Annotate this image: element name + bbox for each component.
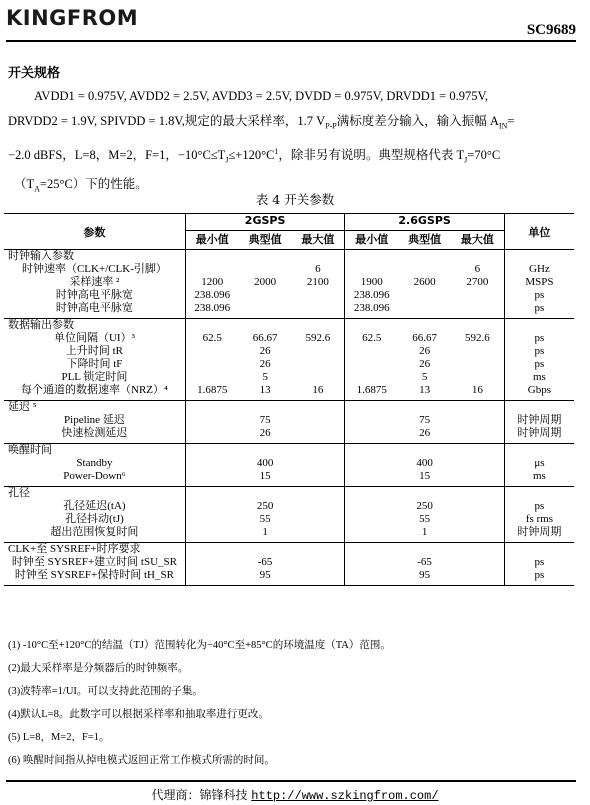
intro-line-1: AVDD1 = 0.975V, AVDD2 = 2.5V, AVDD3 = 2.5V, DVDD = 0.975V, DRVDD1 = 0.975V,	[34, 89, 488, 103]
value-cell-b2	[398, 250, 451, 319]
table-value	[345, 500, 398, 513]
intro-line-4: $(T_A=25^\circ C)$下的性能。	[14, 177, 148, 194]
table-value	[345, 345, 398, 358]
header-typ: 典型值	[408, 233, 442, 246]
unit-value: GHz	[529, 263, 550, 275]
table-value: 66.67	[252, 332, 278, 344]
table-value: 5	[262, 371, 268, 383]
group-param-cell	[4, 250, 185, 319]
param-label: 时钟高电平脉宽	[55, 289, 133, 301]
value-cell-a3	[292, 250, 345, 319]
value-cell-b1	[345, 444, 398, 487]
unit-value: ps	[534, 500, 545, 512]
param-label: 单位间隔（UI）³	[53, 332, 135, 344]
param-label: 时钟至 SYSREF+建立时间 tSU_SR	[11, 556, 177, 568]
header-typ: 典型值	[248, 233, 282, 246]
footer-label: 代理商：锦锋科技	[151, 788, 248, 802]
table-value: 95	[419, 569, 431, 581]
table-value	[345, 427, 398, 440]
value-cell-a1	[185, 444, 238, 487]
value-cell-b1	[345, 319, 398, 401]
table-value	[292, 427, 345, 440]
table-value	[345, 263, 398, 276]
unit-value: ps	[534, 302, 545, 314]
intro-line-2: DRVDD2 = 1.9V, SPIVDD = 1.8V,规定的最大采样率，1.7 $V_{P-P}$满标度差分输入，输入振幅 $A_{IN}=$	[8, 114, 515, 131]
unit-value: 时钟周期	[517, 414, 562, 426]
value-cell-a1	[185, 401, 238, 444]
group-param-cell	[4, 543, 185, 586]
unit-value: 时钟周期	[517, 427, 562, 439]
unit-value: ms	[532, 470, 546, 482]
table-value: 75	[419, 414, 431, 426]
table-value	[451, 513, 504, 526]
value-cell-b2	[398, 487, 451, 543]
table-value	[451, 427, 504, 440]
table-value	[186, 513, 239, 526]
table-value: 592.6	[305, 332, 331, 344]
table-value	[292, 302, 345, 315]
table-value	[451, 345, 504, 358]
header-26gsps: 2.6GSPS	[345, 214, 504, 231]
param-label: 每个通道的数据速率（NRZ）⁴	[21, 384, 168, 396]
unit-value: ms	[532, 371, 546, 383]
group-param-cell	[4, 401, 185, 444]
param-label: 时钟至 SYSREF+保持时间 tH_SR	[14, 569, 174, 581]
param-label: 采样速率 ²	[69, 276, 120, 288]
table-value: 1200	[201, 276, 224, 288]
table-value: 6	[315, 263, 321, 275]
table-value: 592.6	[465, 332, 490, 344]
unit-value: 时钟周期	[517, 526, 562, 538]
table-value	[239, 289, 292, 302]
table-value: -65	[257, 556, 273, 568]
unit-cell	[504, 543, 574, 586]
footer-divider	[6, 780, 576, 782]
param-label: 时钟速率（CLK+/CLK-引脚）	[21, 263, 167, 275]
unit-cell	[504, 444, 574, 487]
table-value	[451, 470, 504, 483]
table-value: 15	[419, 470, 431, 482]
group-param-cell	[4, 444, 185, 487]
table-value	[186, 358, 239, 371]
value-cell-a2	[239, 319, 292, 401]
table-value	[345, 414, 398, 427]
param-label: 下降时间 tF	[66, 358, 123, 370]
unit-value: ps	[534, 556, 545, 568]
value-cell-b1	[345, 487, 398, 543]
table-value	[451, 289, 504, 302]
value-cell-b3	[451, 250, 504, 319]
group-title: CLK+至 SYSREF+时序要求	[8, 543, 141, 555]
table-value: 26	[259, 345, 271, 357]
group-title: 数据输出参数	[8, 319, 74, 331]
unit-cell	[504, 319, 574, 401]
table-value	[186, 500, 239, 513]
table-value: 66.67	[412, 332, 437, 344]
value-cell-a3	[292, 319, 345, 401]
table-value	[451, 457, 504, 470]
header-max: 最大值	[451, 231, 504, 250]
unit-value: MSPS	[525, 276, 554, 288]
value-cell-a1	[185, 319, 238, 401]
table-value	[345, 526, 398, 539]
table-value: 2000	[254, 276, 277, 288]
table-value: 26	[419, 345, 431, 357]
value-cell-b3	[451, 401, 504, 444]
value-cell-b2	[398, 444, 451, 487]
table-value	[398, 302, 451, 315]
table-value	[451, 302, 504, 315]
unit-cell	[504, 487, 574, 543]
table-value	[345, 513, 398, 526]
table-value: 238.096	[194, 302, 231, 314]
table-value	[451, 526, 504, 539]
unit-value: ps	[534, 289, 545, 301]
table-value: 1.6875	[356, 384, 387, 396]
value-cell-a1	[185, 250, 238, 319]
model-number: SC9689	[526, 22, 576, 38]
table-value	[345, 358, 398, 371]
value-cell-a2	[239, 487, 292, 543]
table-value	[345, 556, 398, 569]
footnote: (6) 唤醒时间指从掉电模式返回正常工作模式所需的时间。	[8, 755, 275, 766]
footer	[0, 786, 590, 803]
table-value: 2600	[413, 276, 436, 288]
table-value	[186, 569, 239, 582]
value-cell-b3	[451, 319, 504, 401]
header-divider	[6, 40, 576, 42]
table-value	[292, 526, 345, 539]
table-value	[292, 556, 345, 569]
table-value: 26	[259, 427, 271, 439]
section-title: 开关规格	[8, 66, 61, 81]
footer-link[interactable]: http://www.szkingfrom.com/	[251, 789, 439, 803]
table-value	[398, 263, 451, 276]
table-value: 1	[421, 526, 428, 538]
param-label: 孔径延迟(tA)	[63, 500, 126, 512]
table-value	[451, 414, 504, 427]
value-cell-b2	[398, 319, 451, 401]
spec-table	[4, 213, 574, 586]
table-value: 55	[259, 513, 271, 525]
company-logo: KINGFROM	[6, 6, 139, 30]
table-value	[292, 513, 345, 526]
table-group-row	[4, 250, 574, 319]
table-value: 13	[419, 384, 431, 396]
value-cell-b1	[345, 543, 398, 586]
param-label: 快速检测延迟	[61, 427, 128, 439]
value-cell-b2	[398, 543, 451, 586]
unit-value: μs	[534, 457, 545, 469]
footnote: (2)最大采样率是分频器后的时钟频率。	[8, 663, 189, 674]
table-value	[451, 371, 504, 384]
param-label: 超出范围恢复时间	[50, 526, 139, 538]
param-label: 上升时间 tR	[65, 345, 123, 357]
table-value: 1.6875	[197, 384, 228, 396]
table-value	[239, 302, 292, 315]
table-value: 250	[416, 500, 433, 512]
value-cell-b3	[451, 487, 504, 543]
value-cell-a3	[292, 401, 345, 444]
value-cell-a2	[239, 401, 292, 444]
table-value: 1900	[360, 276, 383, 288]
intro-paragraph	[8, 84, 583, 202]
table-value: 62.5	[362, 332, 382, 344]
group-param-cell	[4, 487, 185, 543]
table-value	[451, 358, 504, 371]
header-unit: 单位	[504, 214, 574, 250]
value-cell-b3	[451, 543, 504, 586]
table-value	[292, 569, 345, 582]
table-group-row	[4, 444, 574, 487]
table-value: 5	[421, 371, 428, 383]
header-min: 最小值	[195, 233, 229, 246]
table-value: 2100	[306, 276, 329, 288]
unit-value: Gbps	[527, 384, 552, 396]
table-value: 238.096	[353, 302, 390, 314]
table-value	[292, 500, 345, 513]
footnote: (1) -10°C至+120°C的结温（TJ）范围转化为−40°C至+85°C的环境温度（TA）范围。	[8, 640, 391, 651]
table-group-row	[4, 401, 574, 444]
group-title: 唤醒时间	[8, 444, 52, 456]
table-value: 400	[256, 457, 274, 469]
group-title: 延迟 ⁵	[8, 401, 37, 413]
table-value	[345, 470, 398, 483]
table-value	[186, 556, 239, 569]
unit-value: ps	[534, 345, 545, 357]
table-value	[292, 457, 345, 470]
table-value	[345, 457, 398, 470]
table-value	[186, 457, 239, 470]
param-label: PLL 锁定时间	[61, 371, 128, 383]
table-value: 95	[259, 569, 271, 581]
value-cell-a2	[239, 250, 292, 319]
table-value	[345, 371, 398, 384]
header-param: 参数	[4, 214, 185, 250]
table-group-row	[4, 543, 574, 586]
table-value	[345, 569, 398, 582]
param-label: 时钟高电平脉宽	[55, 302, 133, 314]
unit-value: ps	[534, 332, 545, 344]
table-value	[292, 414, 345, 427]
unit-value: fs rms	[525, 513, 554, 525]
table-value: 26	[419, 427, 431, 439]
table-value	[186, 263, 239, 276]
header-max: 最大值	[292, 231, 345, 250]
table-value	[292, 345, 345, 358]
table-value: 62.5	[202, 332, 222, 344]
param-label: Power-Down⁶	[63, 470, 126, 482]
table-value	[451, 556, 504, 569]
intro-line-3: −2.0 dBFS，L=8，M=2，F=1，$-10^\circ C\le T_J\le+120^\circ C^1$，除非另有说明。典型规格代表 $T_J=70^\circ C$	[8, 146, 501, 165]
table-value	[186, 345, 239, 358]
param-label: Standby	[76, 457, 113, 469]
param-label: Pipeline 延迟	[64, 414, 125, 426]
param-label: 孔径抖动(tJ)	[65, 513, 124, 525]
table-value	[292, 289, 345, 302]
table-value: 238.096	[353, 289, 390, 301]
value-cell-b1	[345, 401, 398, 444]
table-value: 1	[262, 526, 268, 538]
table-value: 6	[474, 263, 481, 275]
table-value: 238.096	[194, 289, 231, 301]
table-value	[186, 414, 239, 427]
value-cell-a1	[185, 543, 238, 586]
table-value: 250	[256, 500, 274, 512]
unit-value: ps	[534, 358, 545, 370]
table-value: 13	[259, 384, 271, 396]
header-min: 最小值	[355, 233, 389, 246]
group-title: 孔径	[8, 487, 30, 499]
table-group-row	[4, 487, 574, 543]
table-caption: 表 4 开关参数	[255, 192, 335, 207]
table-value	[292, 358, 345, 371]
table-value: 16	[471, 384, 483, 396]
value-cell-a3	[292, 543, 345, 586]
value-cell-a2	[239, 444, 292, 487]
table-value	[186, 526, 239, 539]
value-cell-a3	[292, 444, 345, 487]
table-group-row	[4, 319, 574, 401]
value-cell-b1	[345, 250, 398, 319]
footnote: (4)默认L=8。此数字可以根据采样率和抽取率进行更改。	[8, 709, 269, 720]
value-cell-b2	[398, 401, 451, 444]
value-cell-b3	[451, 444, 504, 487]
table-value: 400	[416, 457, 433, 469]
unit-value: ps	[534, 569, 545, 581]
table-value	[239, 263, 292, 276]
group-title: 时钟输入参数	[8, 250, 74, 262]
unit-cell	[504, 250, 574, 319]
table-value: 16	[312, 384, 324, 396]
table-value: 2700	[466, 276, 489, 288]
value-cell-a3	[292, 487, 345, 543]
table-value: 26	[259, 358, 271, 370]
table-value	[186, 427, 239, 440]
table-value	[292, 371, 345, 384]
table-value: 55	[419, 513, 431, 525]
table-value	[451, 569, 504, 582]
value-cell-a2	[239, 543, 292, 586]
footnotes	[8, 640, 391, 778]
table-value	[292, 470, 345, 483]
table-value	[186, 371, 239, 384]
header-2gsps: 2GSPS	[185, 214, 344, 231]
footnote: (3)波特率=1/UI。可以支持此范围的子集。	[8, 686, 203, 697]
table-value: 26	[419, 358, 431, 370]
table-value	[398, 289, 451, 302]
group-param-cell	[4, 319, 185, 401]
table-value	[186, 470, 239, 483]
unit-cell	[504, 401, 574, 444]
table-value: 15	[259, 470, 271, 482]
table-value	[451, 500, 504, 513]
table-value: 75	[259, 414, 271, 426]
footnote: (5) L=8，M=2，F=1。	[8, 732, 110, 743]
table-value: -65	[417, 556, 432, 568]
value-cell-a1	[185, 487, 238, 543]
